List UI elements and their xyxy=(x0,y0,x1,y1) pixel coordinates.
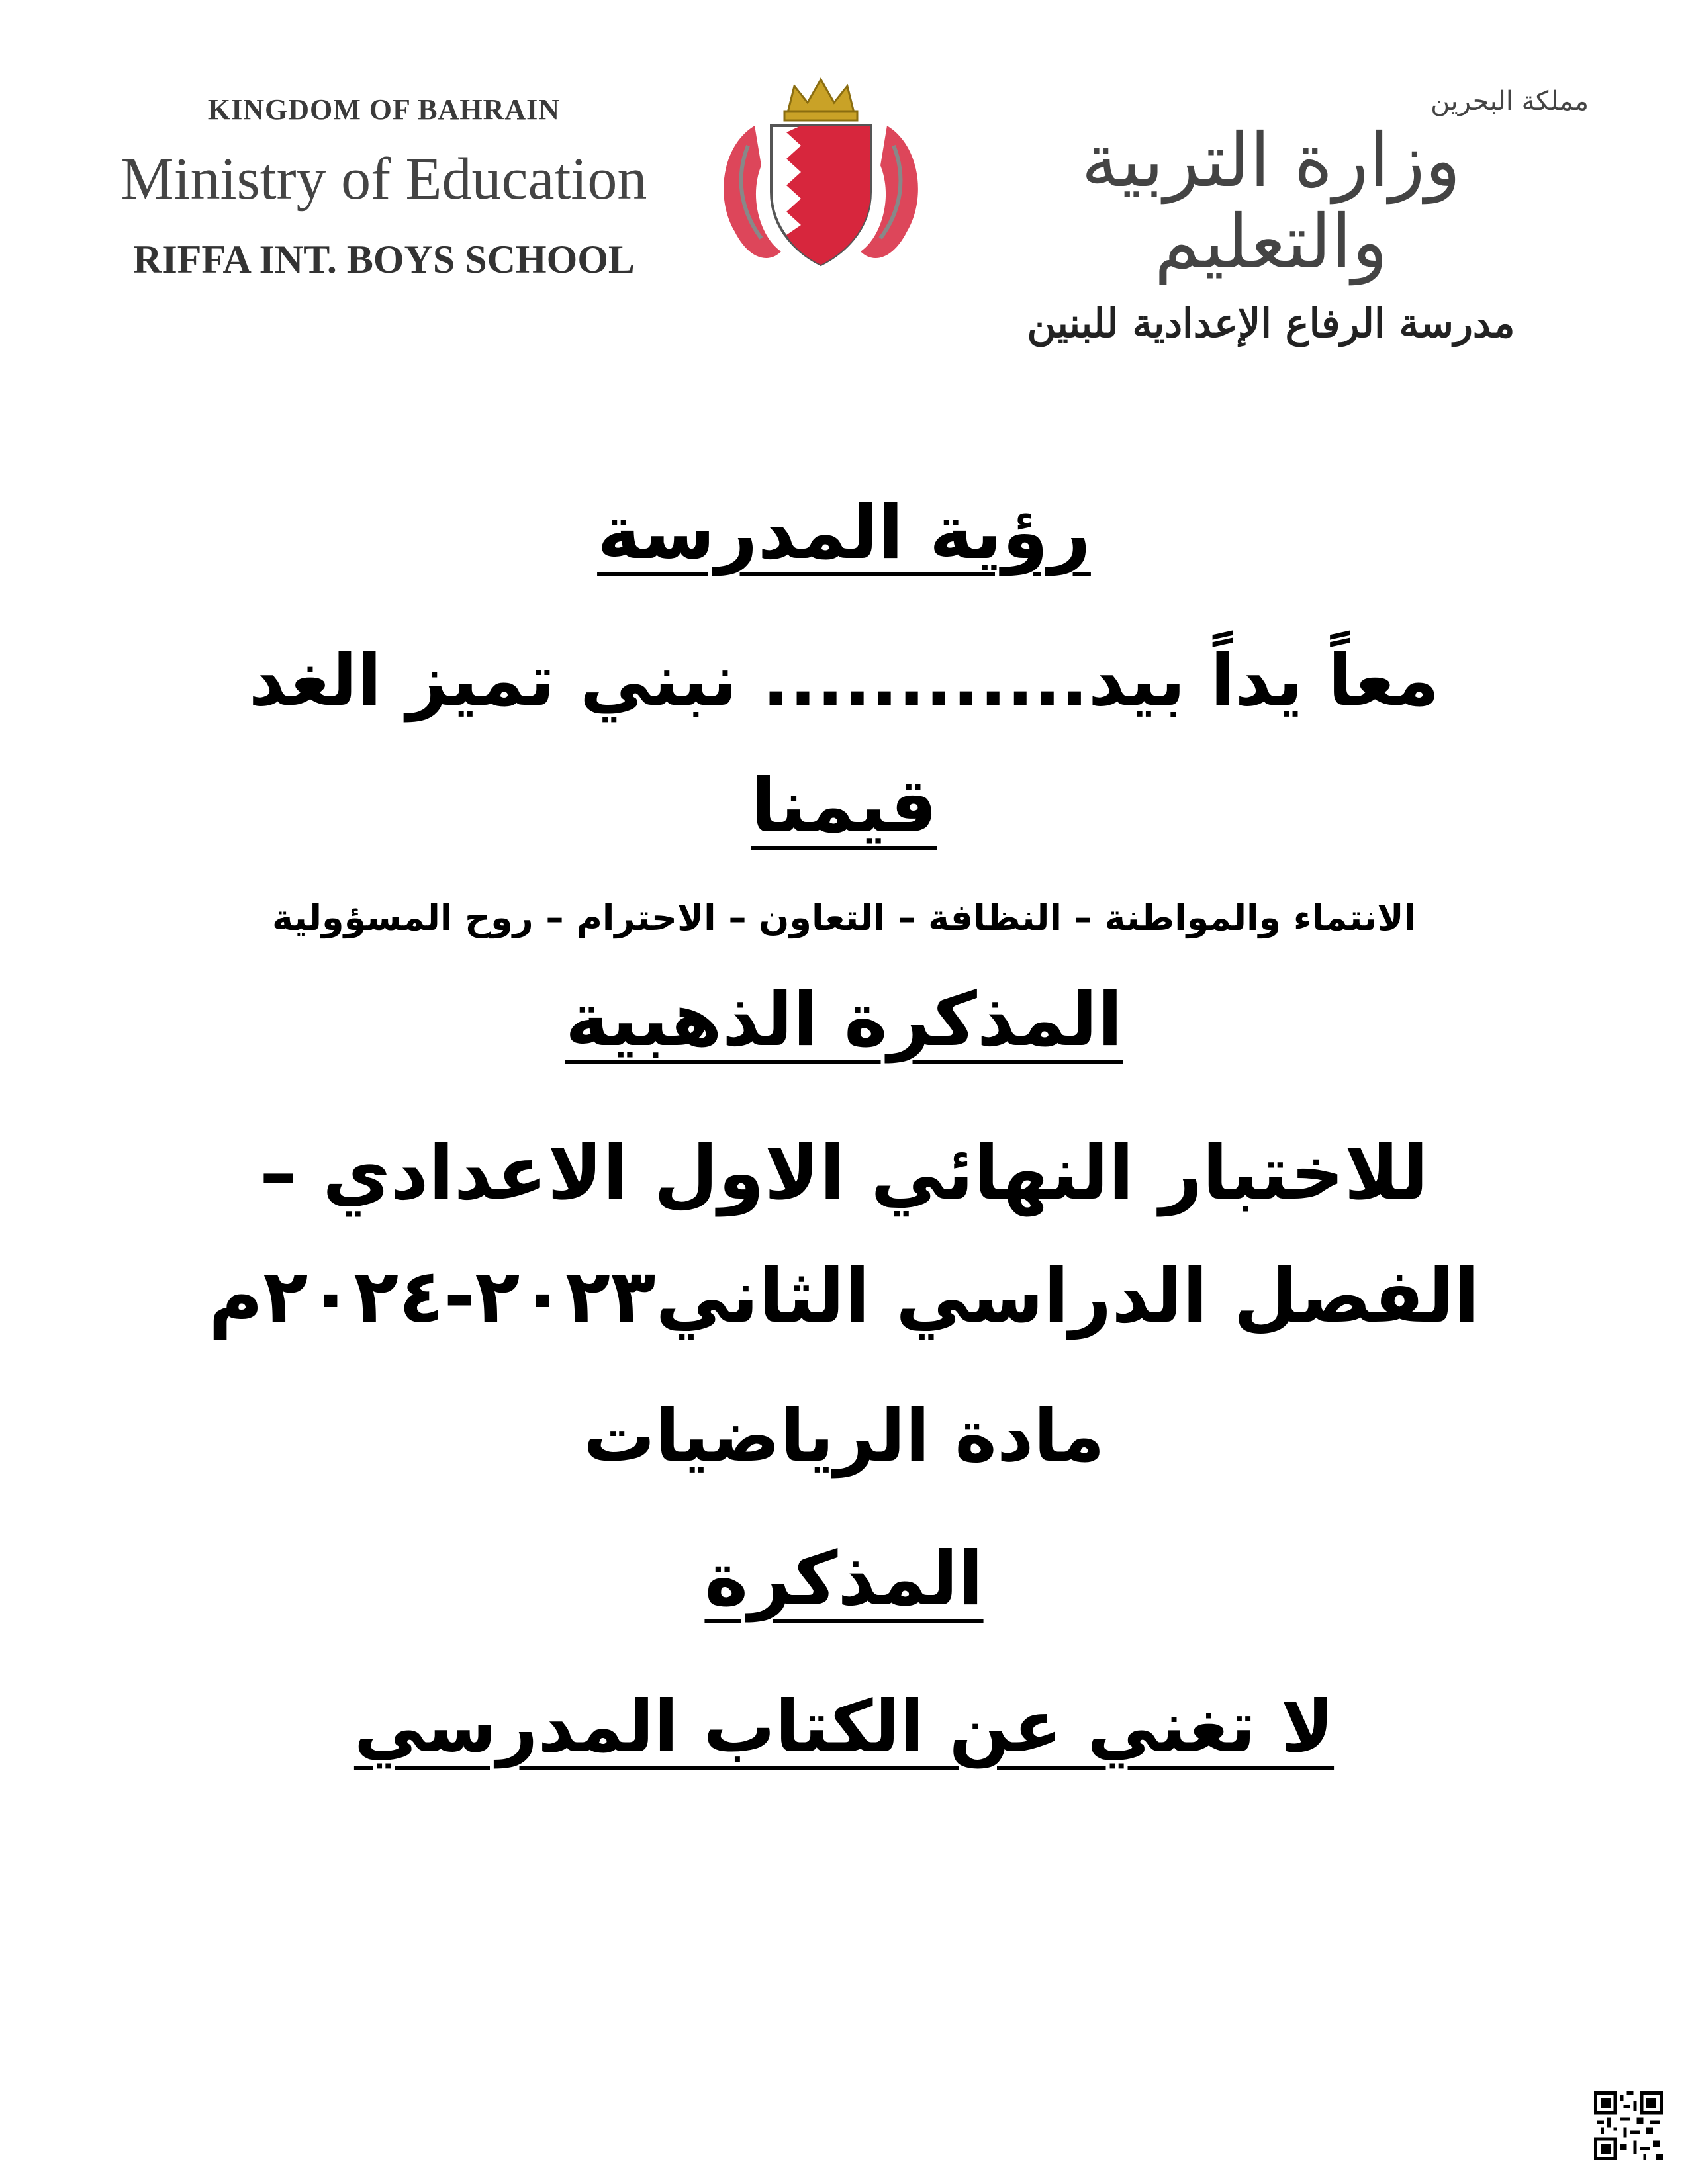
vision-text: معاً يداً بيد............ نبني تميز الغد xyxy=(248,639,1440,722)
bahrain-emblem-icon xyxy=(708,66,933,291)
exam-line-2: الفصل الدراسي الثاني٢٠٢٣-٢٠٢٤م xyxy=(209,1253,1479,1340)
vision-title: رؤية المدرسة xyxy=(597,490,1091,576)
values-title: قيمنا xyxy=(751,763,937,849)
values-text: الانتماء والمواطنة – النظافة – التعاون – الاحترام – روح المسؤولية xyxy=(271,897,1417,938)
header-arabic xyxy=(953,86,1589,347)
golden-memo-title: المذكرة الذهبية xyxy=(565,977,1123,1063)
textbook-note: لا تغني عن الكتاب المدرسي xyxy=(353,1686,1335,1768)
memo-title: المذكرة xyxy=(704,1536,984,1622)
school-ar-text: مدرسة الرفاع الإعدادية للبنين xyxy=(1027,300,1515,347)
ministry-en-text: Ministry of Education xyxy=(120,146,647,212)
ministry-ar-text: وزارة التربية والتعليم xyxy=(1081,118,1461,286)
qr-code-icon xyxy=(1594,2091,1663,2160)
letterhead xyxy=(0,0,1688,371)
header-english xyxy=(66,93,702,283)
cover-content xyxy=(0,490,1688,1768)
exam-line-1: للاختبار النهائي الاول الاعدادي – xyxy=(259,1130,1429,1216)
school-en-text: RIFFA INT. BOYS SCHOOL xyxy=(133,238,635,281)
kingdom-ar-text: مملكة البحرين xyxy=(1430,86,1589,116)
kingdom-en-text: KINGDOM OF BAHRAIN xyxy=(207,93,561,126)
subject-text: مادة الرياضيات xyxy=(583,1395,1105,1478)
